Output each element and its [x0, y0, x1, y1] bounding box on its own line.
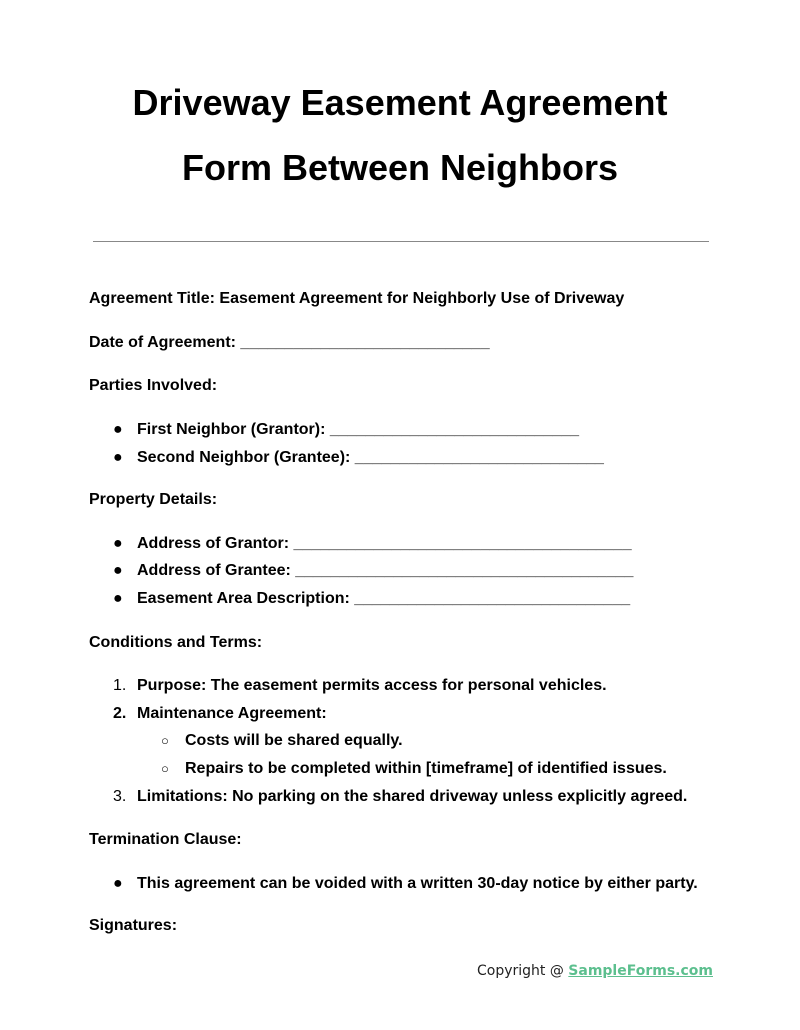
list-number: 2.	[113, 705, 127, 722]
bullet-icon: ●	[113, 535, 123, 552]
conditions-heading: Conditions and Terms:	[89, 634, 263, 651]
grantee-address-field: Address of Grantee: ______________________________________	[137, 562, 634, 579]
condition-limitations: Limitations: No parking on the shared driveway unless explicitly agreed.	[137, 788, 688, 805]
bullet-icon: ●	[113, 449, 123, 466]
date-of-agreement-field: Date of Agreement: ____________________________	[89, 334, 490, 351]
agreement-title: Agreement Title: Easement Agreement for Neighborly Use of Driveway	[89, 290, 625, 307]
termination-heading: Termination Clause:	[89, 831, 242, 848]
title-line-1: Driveway Easement Agreement	[132, 82, 668, 123]
grantor-address-field: Address of Grantor: ______________________________________	[137, 535, 632, 552]
maintenance-repairs: Repairs to be completed within [timeframe] of identified issues.	[185, 760, 667, 777]
bullet-icon: ●	[113, 875, 123, 892]
sampleforms-link[interactable]: SampleForms.com	[568, 963, 713, 979]
bullet-icon: ●	[113, 590, 123, 607]
document-title	[0, 70, 800, 200]
copyright-prefix: Copyright @	[476, 963, 569, 979]
circle-bullet-icon: ○	[161, 733, 169, 748]
easement-area-field: Easement Area Description: _______________________________	[137, 590, 631, 607]
circle-bullet-icon: ○	[161, 761, 169, 776]
title-line-2: Form Between Neighbors	[181, 147, 619, 188]
signatures-heading: Signatures:	[89, 917, 178, 934]
parties-heading: Parties Involved:	[89, 377, 218, 394]
second-neighbor-field: Second Neighbor (Grantee): ____________________________	[137, 449, 604, 466]
list-number: 1.	[113, 677, 127, 694]
bullet-icon: ●	[113, 421, 123, 438]
bullet-icon: ●	[113, 562, 123, 579]
property-heading: Property Details:	[89, 491, 218, 508]
termination-notice: This agreement can be voided with a written 30-day notice by either party.	[137, 875, 698, 892]
list-number: 3.	[113, 788, 127, 805]
maintenance-costs: Costs will be shared equally.	[185, 732, 403, 749]
condition-maintenance: Maintenance Agreement:	[137, 705, 327, 722]
copyright-footer	[477, 961, 713, 981]
first-neighbor-field: First Neighbor (Grantor): ____________________________	[137, 421, 580, 438]
condition-purpose: Purpose: The easement permits access for personal vehicles.	[137, 677, 607, 694]
title-divider	[93, 241, 709, 242]
